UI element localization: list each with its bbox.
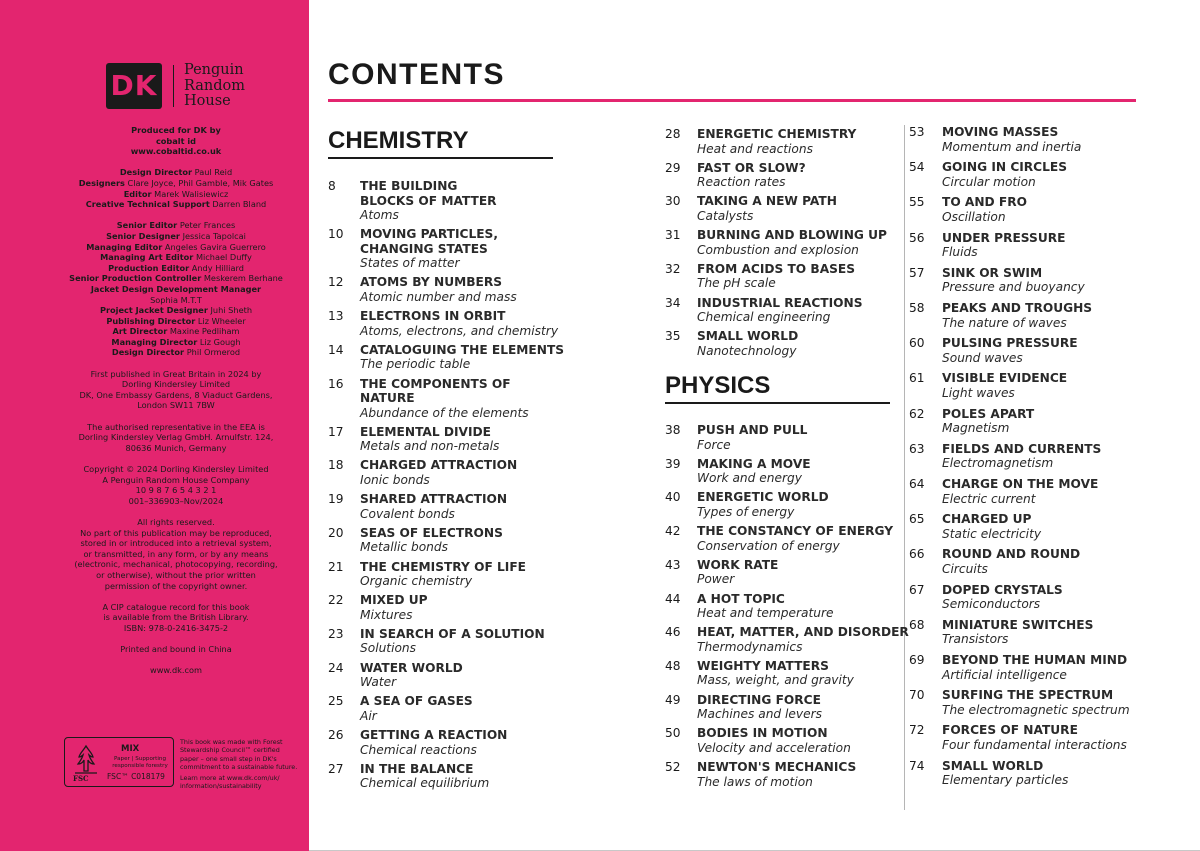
entry-title: PEAKS AND TROUGHS bbox=[942, 301, 1093, 315]
column-divider bbox=[904, 125, 905, 810]
credit-line bbox=[58, 220, 294, 231]
entry-title: THE COMPONENTS OF bbox=[360, 376, 511, 391]
page-number: 34 bbox=[665, 295, 681, 310]
entry-subtitle: Metallic bonds bbox=[360, 540, 448, 555]
page-number: 39 bbox=[665, 456, 681, 471]
page-number: 32 bbox=[665, 261, 681, 276]
page-title: CONTENTS bbox=[328, 58, 505, 91]
credit-name: Maxine Pedliham bbox=[169, 326, 240, 337]
page-number: 56 bbox=[909, 230, 925, 245]
entry-subtitle: Covalent bonds bbox=[360, 506, 455, 521]
entry-subtitle: Oscillation bbox=[942, 209, 1006, 224]
page-number: 18 bbox=[328, 458, 344, 473]
entry-title: BODIES IN MOTION bbox=[697, 726, 828, 741]
page-number: 70 bbox=[909, 688, 925, 703]
credit-role: Senior Production Controller bbox=[69, 273, 202, 284]
imprint-line: Dorling Kindersley Verlag GmbH. Arnulfstr. 124, bbox=[78, 432, 274, 443]
credit-name: Phil Ormerod bbox=[186, 347, 241, 358]
imprint-line: 80636 Munich, Germany bbox=[125, 442, 227, 453]
page-number: 53 bbox=[909, 125, 925, 139]
entry-subtitle: The nature of waves bbox=[942, 315, 1067, 330]
entry-subtitle: Organic chemistry bbox=[360, 574, 473, 588]
entry-subtitle: Types of energy bbox=[697, 504, 795, 519]
entry-title: PULSING PRESSURE bbox=[942, 336, 1078, 351]
entry-title: ELEMENTAL DIVIDE bbox=[360, 424, 491, 439]
credit-name: Angeles Gavira Guerrero bbox=[164, 241, 266, 252]
credit-role: Creative Technical Support bbox=[85, 199, 210, 210]
credit-name: Juhi Sheth bbox=[210, 305, 253, 316]
page-number: 72 bbox=[909, 723, 925, 738]
imprint-line: A CIP catalogue record for this book bbox=[102, 601, 250, 612]
page-number: 69 bbox=[909, 653, 925, 667]
page-number: 57 bbox=[909, 265, 925, 280]
imprint-line: All rights reserved. bbox=[137, 516, 215, 527]
entry-subtitle: Atoms, electrons, and chemistry bbox=[360, 323, 559, 338]
penguin-random-house-wordmark bbox=[184, 63, 274, 110]
entry-subtitle: Elementary particles bbox=[942, 773, 1069, 788]
entry-title: GOING IN CIRCLES bbox=[942, 160, 1067, 175]
entry-title: FIELDS AND CURRENTS bbox=[942, 441, 1102, 456]
entry-subtitle: Static electricity bbox=[942, 526, 1042, 541]
entry-title: NEWTON'S MECHANICS bbox=[697, 760, 857, 774]
entry-title: BURNING AND BLOWING UP bbox=[697, 228, 887, 243]
credit-role: Design Director bbox=[111, 347, 185, 358]
page-number: 24 bbox=[328, 660, 344, 675]
entry-subtitle: The pH scale bbox=[697, 276, 776, 291]
fsc-note-line: paper – one small step in DK's bbox=[180, 754, 277, 763]
page-number: 38 bbox=[665, 423, 681, 437]
credit-line bbox=[58, 316, 294, 327]
entry-subtitle: Force bbox=[697, 437, 731, 452]
entry-title: BEYOND THE HUMAN MIND bbox=[942, 653, 1128, 667]
entry-subtitle: Circular motion bbox=[942, 174, 1036, 189]
imprint-line: stored in or introduced into a retrieval system, bbox=[80, 538, 272, 549]
entry-subtitle: States of matter bbox=[360, 256, 460, 271]
fsc-note-line: This book was made with Forest bbox=[180, 738, 283, 746]
entry-subtitle: Combustion and explosion bbox=[697, 242, 859, 257]
entry-title: TAKING A NEW PATH bbox=[697, 194, 837, 209]
entry-title: PUSH AND PULL bbox=[697, 423, 808, 437]
entry-subtitle: Work and energy bbox=[697, 471, 802, 486]
page-number: 13 bbox=[328, 309, 344, 324]
entry-title: FORCES OF NATURE bbox=[942, 723, 1078, 738]
entry-subtitle: The periodic table bbox=[360, 357, 471, 372]
imprint-line: www.cobaltid.co.uk bbox=[130, 146, 222, 157]
fsc-badge bbox=[64, 737, 174, 787]
entry-title: FROM ACIDS TO BASES bbox=[697, 261, 856, 276]
entry-title: ROUND AND ROUND bbox=[942, 547, 1081, 562]
page-number: 54 bbox=[909, 160, 925, 175]
entry-subtitle: Conservation of energy bbox=[697, 538, 840, 553]
entry-title: VISIBLE EVIDENCE bbox=[942, 371, 1068, 386]
credit-name: Liz Gough bbox=[199, 336, 241, 347]
entry-title: FAST OR SLOW? bbox=[697, 160, 806, 175]
entry-title: ENERGETIC WORLD bbox=[697, 490, 829, 505]
entry-title: IN SEARCH OF A SOLUTION bbox=[360, 626, 545, 641]
entry-subtitle: Magnetism bbox=[942, 421, 1010, 436]
page-number: 46 bbox=[665, 625, 681, 640]
credit-role: Art Director bbox=[112, 326, 168, 337]
entry-subtitle: Velocity and acceleration bbox=[697, 740, 851, 755]
title-rule bbox=[328, 99, 1136, 102]
credits-block bbox=[58, 220, 294, 358]
page-number: 10 bbox=[328, 227, 344, 242]
entry-subtitle: Heat and temperature bbox=[697, 606, 834, 620]
imprint-block bbox=[58, 369, 294, 411]
credit-role: Jacket Design Development Manager bbox=[90, 283, 262, 294]
page-number: 22 bbox=[328, 593, 344, 608]
entry-subtitle: Catalysts bbox=[697, 208, 754, 223]
credit-name: Marek Walisiewicz bbox=[154, 188, 229, 199]
credit-role: Designers bbox=[78, 177, 125, 188]
credit-line bbox=[58, 167, 294, 178]
entry-subtitle: Sound waves bbox=[942, 350, 1023, 365]
entry-title: CHARGED UP bbox=[942, 512, 1032, 527]
chemistry-heading: CHEMISTRY bbox=[328, 127, 469, 154]
prh-line: Random bbox=[184, 77, 245, 94]
credit-line bbox=[58, 284, 294, 295]
page-number: 67 bbox=[909, 582, 925, 597]
prh-line: Penguin bbox=[184, 62, 244, 78]
credit-line bbox=[58, 273, 294, 284]
entry-subtitle: Chemical equilibrium bbox=[360, 776, 490, 791]
entry-title: IN THE BALANCE bbox=[360, 761, 474, 776]
imprint-copy bbox=[58, 125, 294, 686]
credit-role: Project Jacket Designer bbox=[99, 305, 208, 316]
entry-subtitle: Circuits bbox=[942, 561, 988, 576]
fsc-wordmark: FSC bbox=[73, 774, 89, 783]
page-number: 20 bbox=[328, 525, 344, 540]
credit-line bbox=[58, 295, 294, 306]
page-number: 17 bbox=[328, 424, 344, 439]
entry-title: MOVING MASSES bbox=[942, 125, 1059, 139]
entry-title: ENERGETIC CHEMISTRY bbox=[697, 127, 857, 141]
entry-subtitle: Air bbox=[360, 708, 377, 723]
page-number: 35 bbox=[665, 329, 681, 344]
imprint-line: is available from the British Library. bbox=[103, 612, 249, 623]
imprint-line: Dorling Kindersley Limited bbox=[121, 379, 231, 390]
entry-subtitle: Heat and reactions bbox=[697, 141, 813, 156]
entry-title: SEAS OF ELECTRONS bbox=[360, 525, 503, 540]
entry-title: CHANGING STATES bbox=[360, 241, 488, 256]
imprint-line: A Penguin Random House Company bbox=[102, 474, 250, 485]
credit-line bbox=[58, 242, 294, 253]
physics-heading-rule bbox=[665, 402, 890, 404]
credit-line bbox=[58, 252, 294, 263]
page-number: 68 bbox=[909, 617, 925, 632]
entry-subtitle: Artificial intelligence bbox=[942, 667, 1067, 682]
logo-divider bbox=[173, 65, 174, 107]
imprint-block bbox=[58, 602, 294, 634]
credit-line bbox=[58, 189, 294, 200]
entry-subtitle: Electric current bbox=[942, 491, 1036, 506]
fsc-note bbox=[180, 738, 304, 790]
imprint-block bbox=[58, 422, 294, 454]
entry-title: CATALOGUING THE ELEMENTS bbox=[360, 342, 565, 357]
page-number: 12 bbox=[328, 275, 344, 290]
entry-title: ELECTRONS IN ORBIT bbox=[360, 309, 506, 324]
entry-subtitle: Four fundamental interactions bbox=[942, 737, 1127, 752]
entry-title: TO AND FRO bbox=[942, 195, 1027, 210]
credit-name: Liz Wheeler bbox=[197, 315, 246, 326]
entry-subtitle: Thermodynamics bbox=[697, 639, 803, 654]
credit-name: Sophia M.T.T bbox=[150, 294, 202, 305]
page-number: 50 bbox=[665, 726, 681, 741]
imprint-line: DK, One Embassy Gardens, 8 Viaduct Gardens, bbox=[79, 389, 273, 400]
entry-title: WEIGHTY MATTERS bbox=[697, 658, 829, 673]
entry-title: DOPED CRYSTALS bbox=[942, 582, 1063, 597]
page-number: 31 bbox=[665, 228, 681, 243]
credits-block bbox=[58, 167, 294, 209]
credit-name: Peter Frances bbox=[179, 220, 236, 231]
imprint-panel bbox=[0, 0, 309, 851]
page-number: 66 bbox=[909, 547, 925, 562]
page-number: 40 bbox=[665, 490, 681, 505]
entry-title: SURFING THE SPECTRUM bbox=[942, 688, 1114, 703]
page-number: 74 bbox=[909, 758, 925, 773]
entry-title: THE BUILDING bbox=[360, 179, 458, 193]
imprint-line: The authorised representative in the EEA is bbox=[87, 421, 265, 432]
page-number: 28 bbox=[665, 127, 681, 141]
entry-title: SINK OR SWIM bbox=[942, 265, 1043, 280]
entry-title: NATURE bbox=[360, 391, 415, 405]
entry-title: HEAT, MATTER, AND DISORDER bbox=[697, 625, 909, 640]
entry-subtitle: Metals and non-metals bbox=[360, 439, 500, 454]
page-number: 43 bbox=[665, 557, 681, 572]
entry-subtitle: Nanotechnology bbox=[697, 343, 797, 358]
entry-title: POLES APART bbox=[942, 406, 1035, 421]
imprint-line: (electronic, mechanical, photocopying, recording, bbox=[74, 559, 278, 570]
imprint-line: 10 9 8 7 6 5 4 3 2 1 bbox=[135, 485, 217, 496]
entry-title: A HOT TOPIC bbox=[697, 591, 785, 606]
page-number: 14 bbox=[328, 342, 344, 357]
entry-subtitle: Abundance of the elements bbox=[360, 405, 529, 420]
page-number: 25 bbox=[328, 694, 344, 709]
credit-role: Senior Designer bbox=[106, 230, 180, 241]
entry-subtitle: Atoms bbox=[360, 208, 399, 222]
entry-subtitle: Ionic bonds bbox=[360, 472, 430, 487]
entry-title: SMALL WORLD bbox=[697, 329, 799, 344]
imprint-line: No part of this publication may be reproduced, bbox=[80, 527, 272, 538]
page-number: 49 bbox=[665, 692, 681, 707]
credit-line bbox=[58, 263, 294, 274]
entry-title: WATER WORLD bbox=[360, 660, 463, 675]
imprint-line: permission of the copyright owner. bbox=[104, 580, 248, 591]
entry-title: UNDER PRESSURE bbox=[942, 230, 1066, 245]
entry-title: MINIATURE SWITCHES bbox=[942, 617, 1094, 632]
entry-subtitle: Fluids bbox=[942, 245, 978, 260]
credit-name: Andy Hilliard bbox=[191, 262, 244, 273]
credit-line bbox=[58, 326, 294, 337]
entry-title: MOVING PARTICLES, bbox=[360, 227, 498, 242]
fsc-note-line: Learn more at www.dk.com/uk/ bbox=[180, 773, 280, 782]
page-number: 16 bbox=[328, 376, 344, 391]
fsc-note-line: information/sustainability bbox=[180, 782, 262, 791]
entry-subtitle: Momentum and inertia bbox=[942, 139, 1082, 154]
credit-name: Jessica Tapolcai bbox=[182, 230, 246, 241]
entry-title: MAKING A MOVE bbox=[697, 456, 811, 471]
entry-title: INDUSTRIAL REACTIONS bbox=[697, 295, 863, 310]
entry-subtitle: Electromagnetism bbox=[942, 456, 1054, 471]
page-number: 27 bbox=[328, 761, 344, 776]
entry-subtitle: The electromagnetic spectrum bbox=[942, 702, 1130, 717]
page-number: 23 bbox=[328, 626, 344, 641]
page-number: 48 bbox=[665, 658, 681, 673]
entry-subtitle: Semiconductors bbox=[942, 597, 1041, 612]
entry-title: THE CONSTANCY OF ENERGY bbox=[697, 524, 894, 539]
imprint-block bbox=[58, 125, 294, 157]
entry-subtitle: Solutions bbox=[360, 641, 416, 656]
credit-line bbox=[58, 305, 294, 316]
entry-subtitle: Chemical reactions bbox=[360, 742, 477, 757]
entry-subtitle: Water bbox=[360, 675, 397, 690]
entry-title: CHARGED ATTRACTION bbox=[360, 458, 518, 473]
page-number: 62 bbox=[909, 406, 925, 421]
credit-role: Design Director bbox=[119, 167, 193, 178]
page-number: 58 bbox=[909, 301, 925, 315]
credit-role: Senior Editor bbox=[116, 220, 178, 231]
entry-subtitle: Light waves bbox=[942, 385, 1015, 400]
entry-subtitle: The laws of motion bbox=[697, 774, 813, 789]
page-number: 21 bbox=[328, 559, 344, 574]
credit-name: Darren Bland bbox=[212, 199, 267, 210]
fsc-paper-label bbox=[109, 756, 171, 770]
entry-title: ATOMS BY NUMBERS bbox=[360, 275, 502, 290]
credit-role: Editor bbox=[123, 188, 152, 199]
page-number: 30 bbox=[665, 194, 681, 209]
entry-title: SMALL WORLD bbox=[942, 758, 1044, 773]
credit-line bbox=[58, 347, 294, 358]
entry-subtitle: Mixtures bbox=[360, 607, 413, 622]
imprint-line: London SW11 7BW bbox=[137, 400, 215, 411]
imprint-line: cobalt id bbox=[155, 135, 197, 146]
credit-role: Managing Art Editor bbox=[100, 252, 194, 263]
entry-subtitle: Reaction rates bbox=[697, 175, 786, 190]
entry-title: BLOCKS OF MATTER bbox=[360, 193, 497, 208]
credit-role: Managing Editor bbox=[86, 241, 163, 252]
page-number: 44 bbox=[665, 591, 681, 606]
prh-line: House bbox=[184, 93, 231, 109]
entry-title: CHARGE ON THE MOVE bbox=[942, 477, 1099, 491]
entry-title: THE CHEMISTRY OF LIFE bbox=[360, 559, 526, 574]
page-number: 29 bbox=[665, 160, 681, 175]
credit-name: Meskerem Berhane bbox=[203, 273, 283, 284]
imprint-line: or otherwise), without the prior written bbox=[96, 569, 256, 580]
credit-role: Publishing Director bbox=[106, 315, 196, 326]
fsc-note-line: Stewardship Council™ certified bbox=[180, 746, 280, 755]
page-number: 42 bbox=[665, 524, 681, 539]
credit-line bbox=[58, 337, 294, 348]
imprint-block bbox=[58, 464, 294, 506]
fsc-code: FSC™ C018179 bbox=[107, 772, 165, 781]
dk-logo-icon: DK bbox=[106, 63, 162, 109]
entry-subtitle: Machines and levers bbox=[697, 707, 822, 722]
imprint-line: ISBN: 978-0-2416-3475-2 bbox=[123, 622, 229, 633]
entry-subtitle: Mass, weight, and gravity bbox=[697, 673, 854, 688]
physics-heading: PHYSICS bbox=[665, 372, 771, 399]
credit-line bbox=[58, 178, 294, 189]
entry-subtitle: Power bbox=[697, 572, 735, 587]
fsc-mix-label: MIX bbox=[121, 744, 140, 754]
page-number: 65 bbox=[909, 512, 925, 527]
credit-role: Managing Director bbox=[111, 336, 198, 347]
imprint-line: or transmitted, in any form, or by any means bbox=[83, 548, 269, 559]
imprint-line: 001–336903–Nov/2024 bbox=[128, 495, 224, 506]
page-number: 8 bbox=[328, 179, 336, 193]
entry-title: WORK RATE bbox=[697, 557, 779, 572]
fsc-paper-line: Paper | Supporting bbox=[113, 756, 167, 762]
entry-subtitle: Transistors bbox=[942, 632, 1009, 647]
entry-subtitle: Pressure and buoyancy bbox=[942, 280, 1085, 295]
page-number: 61 bbox=[909, 371, 925, 386]
credit-line bbox=[58, 231, 294, 242]
page-number: 19 bbox=[328, 492, 344, 507]
imprint-block bbox=[58, 517, 294, 591]
imprint-line: Produced for DK by bbox=[131, 125, 221, 135]
page-number: 64 bbox=[909, 477, 925, 491]
entry-title: MIXED UP bbox=[360, 593, 428, 608]
page-number: 63 bbox=[909, 441, 925, 456]
imprint-line: First published in Great Britain in 2024 by bbox=[90, 368, 262, 379]
entry-subtitle: Atomic number and mass bbox=[360, 289, 517, 304]
website-line: www.dk.com bbox=[150, 665, 202, 676]
entry-title: SHARED ATTRACTION bbox=[360, 492, 508, 507]
entry-subtitle: Chemical engineering bbox=[697, 310, 831, 324]
credit-line bbox=[58, 199, 294, 210]
page-number: 52 bbox=[665, 760, 681, 774]
page-number: 60 bbox=[909, 336, 925, 351]
credit-name: Clare Joyce, Phil Gamble, Mik Gates bbox=[127, 177, 274, 188]
credit-name: Paul Reid bbox=[194, 167, 233, 178]
chemistry-heading-rule bbox=[328, 157, 553, 159]
entry-title: A SEA OF GASES bbox=[360, 694, 473, 709]
page-number: 55 bbox=[909, 195, 925, 210]
credit-name: Michael Duffy bbox=[195, 252, 252, 263]
credit-role: Production Editor bbox=[108, 262, 190, 273]
entry-title: GETTING A REACTION bbox=[360, 728, 508, 742]
fsc-note-line: commitment to a sustainable future. bbox=[180, 763, 298, 772]
fsc-paper-line: responsible forestry bbox=[112, 763, 168, 769]
entry-title: DIRECTING FORCE bbox=[697, 692, 821, 707]
imprint-line: Copyright © 2024 Dorling Kindersley Limited bbox=[83, 464, 269, 474]
printed-line: Printed and bound in China bbox=[120, 644, 232, 655]
page-number: 26 bbox=[328, 728, 344, 742]
